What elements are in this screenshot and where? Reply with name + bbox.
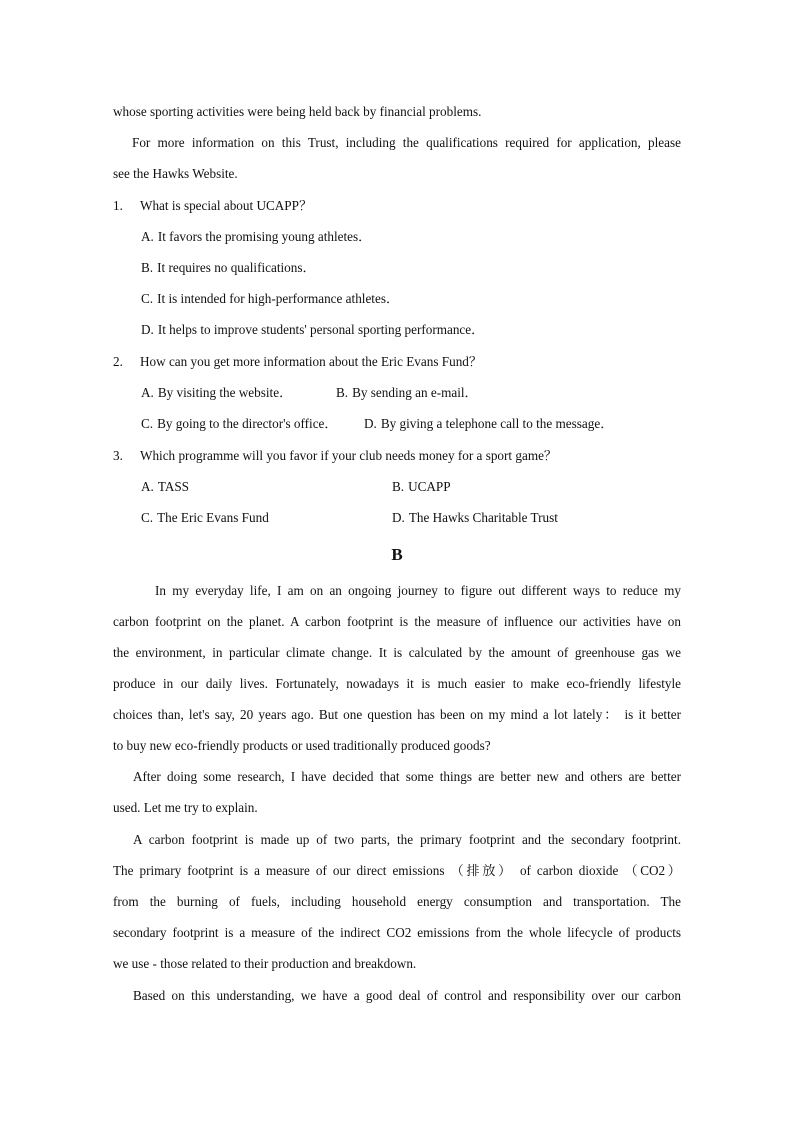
option-text: It is intended for high-performance athletes． (157, 291, 400, 306)
question-2-option-c[interactable] (141, 415, 338, 433)
question-1-option-c[interactable] (141, 290, 399, 308)
question-3-text: Which programme will you favor if your club needs money for a sport game？ (140, 448, 558, 463)
question-3-option-d[interactable] (392, 509, 558, 527)
option-letter: A. (141, 479, 154, 494)
passage-line: from the burning of fuels, including household energy consumption and transportation. The (113, 894, 681, 909)
option-letter: A. (141, 385, 154, 400)
question-1-text: What is special about UCAPP？ (140, 198, 313, 213)
question-1-option-d[interactable] (141, 321, 484, 339)
option-letter: A. (141, 229, 154, 244)
question-2-number: 2. (113, 354, 123, 369)
passage-line: After doing some research, I have decided that some things are better new and others are better (133, 769, 681, 784)
option-letter: B. (141, 260, 154, 275)
option-text: The Hawks Charitable Trust (408, 510, 558, 525)
question-3-option-b[interactable] (392, 478, 451, 496)
intro-line-3: see the Hawks Website. (113, 166, 238, 181)
option-letter: B. (336, 385, 349, 400)
option-letter: D. (364, 416, 377, 431)
passage-line: secondary footprint is a measure of the indirect CO2 emissions from the whole lifecycle of products (113, 925, 681, 940)
option-letter: C. (141, 291, 154, 306)
option-text: It requires no qualifications． (157, 260, 316, 275)
option-letter: D. (392, 510, 405, 525)
option-letter: C. (141, 510, 154, 525)
section-heading: B (391, 545, 403, 564)
passage-line: Based on this understanding, we have a good deal of control and responsibility over our carbon (133, 988, 681, 1003)
passage-line: carbon footprint on the planet. A carbon footprint is the measure of influence our activities have on (113, 614, 681, 629)
option-text: It helps to improve students' personal sporting performance． (157, 322, 485, 337)
passage-line: produce in our daily lives. Fortunately, nowadays it is much easier to make eco-friendly lifestyle (113, 676, 681, 691)
question-3-number: 3. (113, 448, 123, 463)
intro-line-2: For more information on this Trust, including the qualifications required for application, please (132, 135, 681, 150)
option-text: UCAPP (408, 479, 451, 494)
option-text: The Eric Evans Fund (157, 510, 269, 525)
option-text: By visiting the website． (157, 385, 293, 400)
intro-line-1: whose sporting activities were being held back by financial problems. (113, 104, 482, 119)
question-3-option-c[interactable] (141, 509, 269, 527)
question-1-number: 1. (113, 198, 123, 213)
option-text: By sending an e-mail． (352, 385, 478, 400)
question-1-option-a[interactable] (141, 228, 371, 246)
option-text: By giving a telephone call to the message． (380, 416, 614, 431)
passage-line: used. Let me try to explain. (113, 800, 258, 815)
passage-line: The primary footprint is a measure of our direct emissions （排放） of carbon dioxide （CO2） (113, 863, 681, 878)
option-text: By going to the director's office． (157, 416, 338, 431)
question-2-option-b[interactable] (336, 384, 478, 402)
question-1-option-b[interactable] (141, 259, 316, 277)
option-letter: D. (141, 322, 154, 337)
passage-line: we use - those related to their production and breakdown. (113, 956, 417, 971)
question-2-option-a[interactable] (141, 384, 292, 402)
question-2-option-d[interactable] (364, 415, 613, 433)
option-letter: B. (392, 479, 405, 494)
passage-line: the environment, in particular climate change. It is calculated by the amount of greenhouse gas we (113, 645, 681, 660)
question-3-option-a[interactable] (141, 478, 189, 496)
option-letter: C. (141, 416, 154, 431)
passage-line: choices than, let's say, 20 years ago. But one question has been on my mind a lot lately： is it better (113, 707, 681, 722)
passage-line: to buy new eco-friendly products or used traditionally produced goods? (113, 738, 491, 753)
question-2-text: How can you get more information about the Eric Evans Fund？ (140, 354, 483, 369)
passage-line: A carbon footprint is made up of two parts, the primary footprint and the secondary footprint. (133, 832, 681, 847)
option-text: TASS (157, 479, 190, 494)
passage-line: In my everyday life, I am on an ongoing journey to figure out different ways to reduce my (155, 583, 681, 598)
option-text: It favors the promising young athletes． (157, 229, 372, 244)
